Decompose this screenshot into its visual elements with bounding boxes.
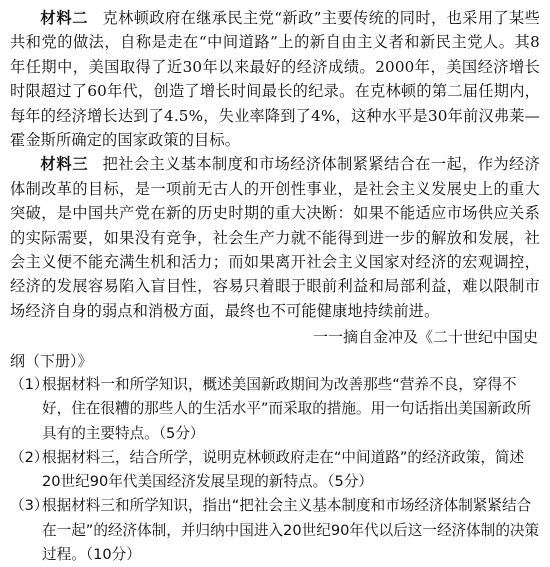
question-number: （1） bbox=[10, 376, 49, 394]
question-item bbox=[10, 494, 540, 567]
question-number: （3） bbox=[10, 497, 49, 515]
material-two-text: 克林顿政府在继承民主党“新政”主要传统的同时，也采用了某些共和党的做法，自称是走在“中间道路”上的新自由主义者和新民主党人。其8年任期中，美国取得了近30年以来最好的经济成绩。2000年，美国经济增长时限超过了60年代，创造了增长时间最长的纪录。在克林顿的第二届任期内，每年的经济增长达到了4.5%，失业率降到了4%，这种水平是30年前汉弗莱—霍金斯所确定的国家政策的目标。 bbox=[10, 9, 540, 150]
material-three-text: 把社会主义基本制度和市场经济体制紧紧结合在一起，作为经济体制改革的目标，是一项前无古人的开创性事业，是社会主义发展史上的重大突破，是中国共产党在新的历史时期的重大决断：如果不能适应市场供应关系的实际需要，如果没有竞争，社会生产力就不能得到进一步的解放和发展，社会主义便不能充满生机和活力；而如果离开社会主义国家对经济的宏观调控，经济的发展容易陷入盲目性，容易只着眼于眼前利益和局部利益，难以限制市场经济自身的弱点和消极方面，最终也不可能健康地持续前进。 bbox=[10, 155, 541, 320]
question-number: （2） bbox=[10, 448, 49, 466]
question-text: 根据材料三，结合所学，说明克林顿政府走在“中间道路”的经济政策，简述20世纪90年代美国经济发展呈现的新特点。（5分） bbox=[42, 448, 525, 491]
question-text: 根据材料三和所学知识，指出“把社会主义基本制度和市场经济体制紧紧结合在一起”的经济体制，并归纳中国进入20世纪90年代以后这一经济体制的决策过程。（10分） bbox=[42, 497, 540, 563]
question-text: 根据材料一和所学知识，概述美国新政期间为改善那些“营养不良，穿得不好，住在很糟的那些人的生活水平”而采取的措施。用一句话指出美国新政所具有的主要特点。（5分） bbox=[42, 376, 532, 442]
question-item bbox=[10, 373, 540, 446]
source-citation-continued: 纲（下册）》 bbox=[10, 352, 93, 371]
question-list bbox=[10, 373, 540, 567]
material-three-paragraph bbox=[10, 152, 540, 323]
question-item bbox=[10, 446, 540, 494]
material-three-label: 材料三 bbox=[40, 155, 89, 174]
material-two-label: 材料二 bbox=[40, 9, 89, 27]
source-citation: 一一摘自金冲及《二十世纪中国史 bbox=[312, 328, 538, 347]
material-two-paragraph bbox=[10, 6, 540, 152]
